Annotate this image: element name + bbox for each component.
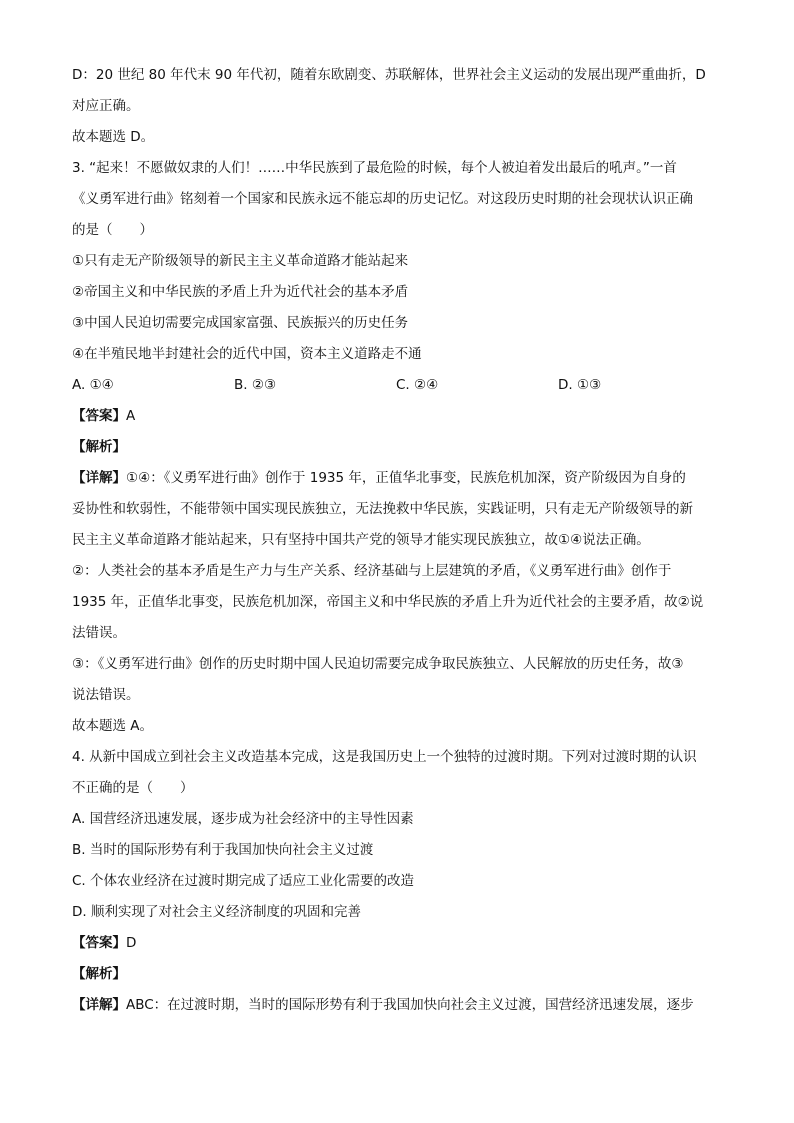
q3-options — [72, 370, 724, 401]
q3-detail-3-line1: ③：《义勇军进行曲》创作的历史时期中国人民迫切需要完成争取民族独立、人民解放的历史任务，故③ — [72, 656, 684, 672]
prev-option-d-line1: D：20 世纪 80 年代末 90 年代初，随着东欧剧变、苏联解体，世界社会主义运动的发展出现严重曲折，D — [72, 67, 706, 83]
q3-option-b: B. ②③ — [234, 377, 277, 393]
q3-detail-1-text: ①④：《义勇军进行曲》创作于 1935 年，正值华北事变，民族危机加深，资产阶级因为自身的 — [126, 470, 686, 486]
q3-item-3: ③中国人民迫切需要完成国家富强、民族振兴的历史任务 — [72, 315, 409, 331]
q3-analysis — [72, 432, 724, 463]
q4-stem-line2: 不正确的是（ ） — [72, 780, 194, 796]
q3-item-2: ②帝国主义和中华民族的矛盾上升为近代社会的基本矛盾 — [72, 284, 409, 300]
q4-detail-line1 — [72, 990, 724, 1021]
q4-answer-value: D — [126, 935, 137, 951]
q3-detail-2-line1: ②：人类社会的基本矛盾是生产力与生产关系、经济基础与上层建筑的矛盾，《义勇军进行曲》创作于 — [72, 563, 672, 579]
q4-option-a: A. 国营经济迅速发展，逐步成为社会经济中的主导性因素 — [72, 811, 414, 827]
q3-item-1: ①只有走无产阶级领导的新民主主义革命道路才能站起来 — [72, 253, 409, 269]
q3-detail-1-line2: 妥协性和软弱性，不能带领中国实现民族独立，无法挽救中华民族，实践证明，只有走无产阶级领导的新 — [72, 501, 693, 517]
q3-option-c: C. ②④ — [396, 377, 439, 393]
q3-item-4: ④在半殖民地半封建社会的近代中国，资本主义道路走不通 — [72, 346, 422, 362]
q3-detail-2-line2: 1935 年，正值华北事变，民族危机加深，帝国主义和中华民族的矛盾上升为近代社会的主要矛盾，故②说 — [72, 594, 704, 610]
q4-option-c: C. 个体农业经济在过渡时期完成了适应工业化需要的改造 — [72, 873, 415, 889]
prev-option-d-line2: 对应正确。 — [72, 98, 140, 114]
q4-detail-text: ABC：在过渡时期，当时的国际形势有利于我国加快向社会主义过渡，国营经济迅速发展，逐步 — [126, 997, 694, 1013]
q3-detail-tag: 【详解】 — [72, 470, 126, 486]
q4-analysis-tag: 【解析】 — [72, 966, 126, 982]
q3-stem-line3: 的是（ ） — [72, 222, 153, 238]
prev-conclusion: 故本题选 D。 — [72, 129, 155, 145]
q3-stem-line1: 3. “起来！不愿做奴隶的人们！……中华民族到了最危险的时候，每个人被迫着发出最后的吼声。”一首 — [72, 160, 677, 176]
q3-detail-1-line1 — [72, 463, 724, 494]
q3-detail-1-line3: 民主主义革命道路才能站起来，只有坚持中国共产党的领导才能实现民族独立，故①④说法正确。 — [72, 532, 650, 548]
q3-stem-line2: 《义勇军进行曲》铭刻着一个国家和民族永远不能忘却的历史记忆。对这段历史时期的社会现状认识正确 — [72, 191, 693, 207]
q3-conclusion: 故本题选 A。 — [72, 718, 154, 734]
q3-analysis-tag: 【解析】 — [72, 439, 126, 455]
q3-answer-value: A — [126, 408, 136, 424]
document-page — [72, 60, 724, 1021]
q3-option-a: A. ①④ — [72, 377, 114, 393]
q4-detail-tag: 【详解】 — [72, 997, 126, 1013]
q4-option-d: D. 顺利实现了对社会主义经济制度的巩固和完善 — [72, 904, 361, 920]
q4-answer — [72, 928, 724, 959]
q4-option-b: B. 当时的国际形势有利于我国加快向社会主义过渡 — [72, 842, 374, 858]
q4-analysis — [72, 959, 724, 990]
q3-answer-tag: 【答案】 — [72, 408, 126, 424]
q3-detail-3-line2: 说法错误。 — [72, 687, 140, 703]
q4-answer-tag: 【答案】 — [72, 935, 126, 951]
q4-stem-line1: 4. 从新中国成立到社会主义改造基本完成，这是我国历史上一个独特的过渡时期。下列对过渡时期的认识 — [72, 749, 697, 765]
q3-option-d: D. ①③ — [558, 377, 602, 393]
q3-detail-2-line3: 法错误。 — [72, 625, 126, 641]
q3-answer — [72, 401, 724, 432]
